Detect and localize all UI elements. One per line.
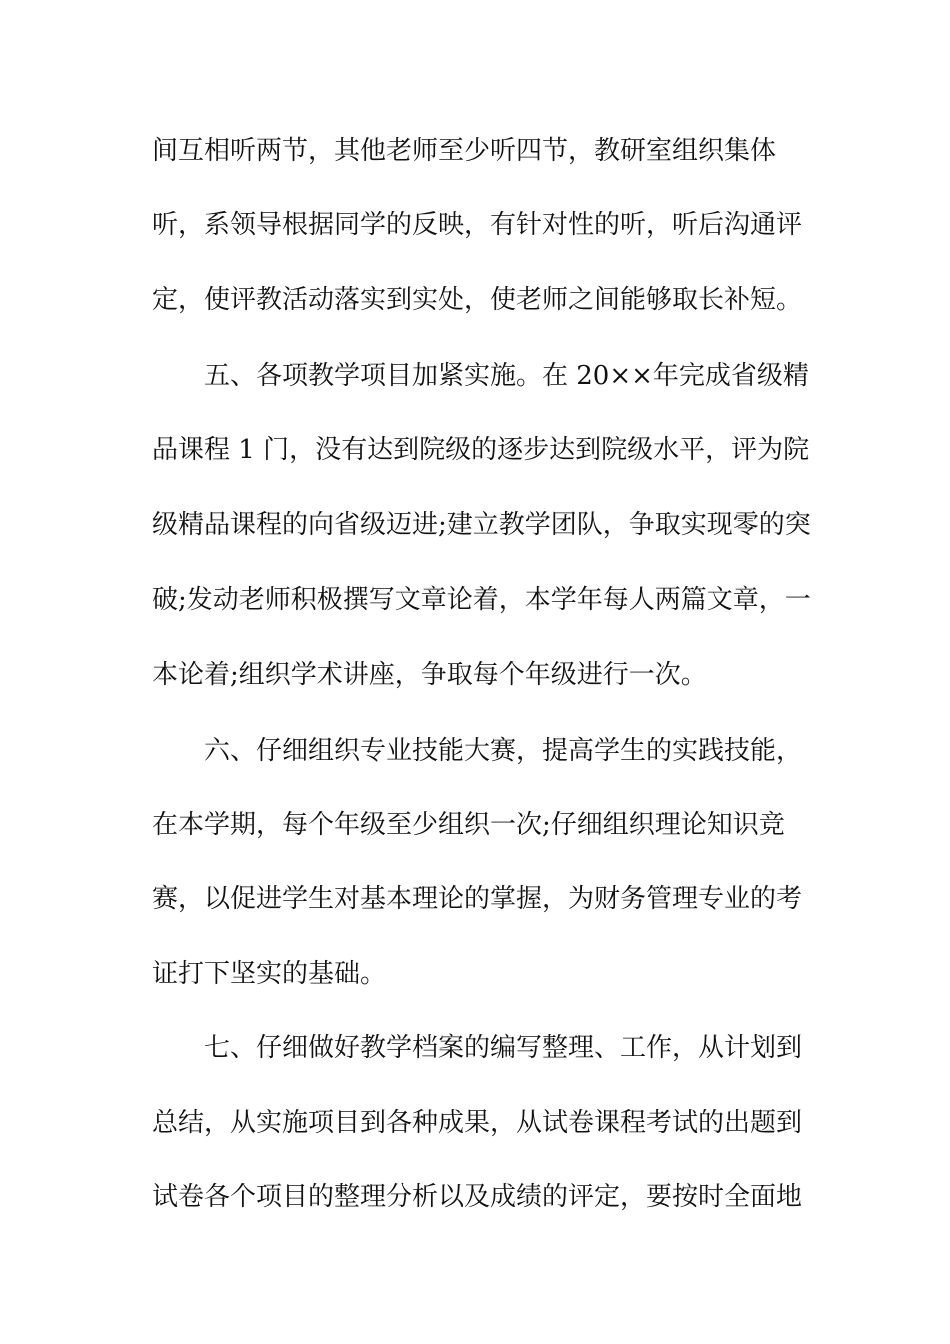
text-line: 赛，以促进学生对基本理论的掌握，为财务管理专业的考 xyxy=(152,884,803,914)
text-line: 在本学期，每个年级至少组织一次;仔细组织理论知识竞 xyxy=(152,810,785,840)
text-line: 听，系领导根据同学的反映，有针对性的听，听后沟通评 xyxy=(152,210,803,240)
text-line: 间互相听两节，其他老师至少听四节，教研室组织集体 xyxy=(152,136,777,166)
text-line: 定，使评教活动落实到实处，使老师之间能够取长补短。 xyxy=(152,285,803,315)
text-line: 品课程 1 门，没有达到院级的逐步达到院级水平，评为院 xyxy=(152,435,810,465)
text-line: 破;发动老师积极撰写文章论着，本学年每人两篇文章，一 xyxy=(152,585,811,615)
text-line: 本论着;组织学术讲座，争取每个年级进行一次。 xyxy=(152,660,707,690)
paragraph-five-heading-line: 五、各项教学项目加紧实施。在 20××年完成省级精 xyxy=(204,361,809,391)
paragraph-six-heading-line: 六、仔细组织专业技能大赛，提高学生的实践技能， xyxy=(204,736,803,766)
text-line: 试卷各个项目的整理分析以及成绩的评定，要按时全面地 xyxy=(152,1182,803,1212)
text-line: 总结，从实施项目到各种成果，从试卷课程考试的出题到 xyxy=(152,1108,803,1138)
paragraph-seven-heading-line: 七、仔细做好教学档案的编写整理、工作，从计划到 xyxy=(204,1033,803,1063)
text-line: 证打下坚实的基础。 xyxy=(152,959,387,989)
text-line: 级精品课程的向省级迈进;建立教学团队，争取实现零的突 xyxy=(152,510,811,540)
